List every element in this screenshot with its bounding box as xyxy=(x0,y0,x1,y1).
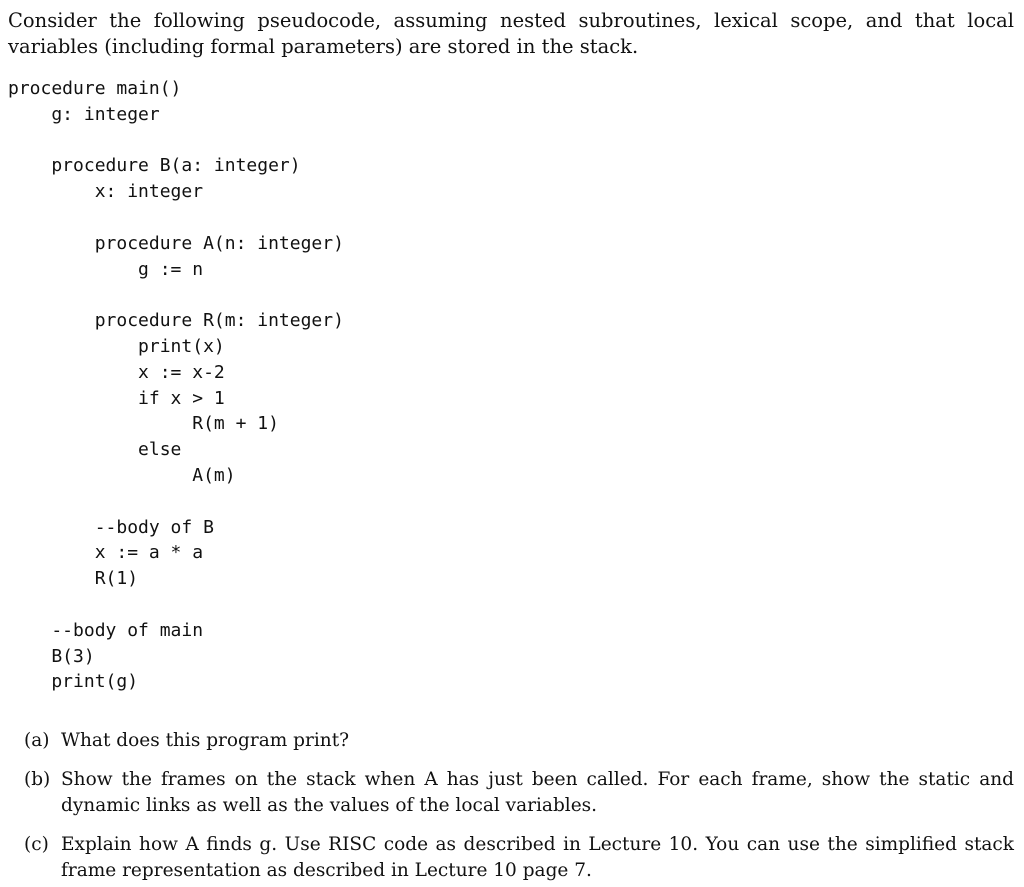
code-line: procedure B(a: integer) xyxy=(8,155,301,177)
code-line: A(m) xyxy=(8,464,236,486)
question-c xyxy=(24,832,1014,884)
question-text: Explain how A finds g. Use RISC code as described in Lecture 10. You can use the simplified stack frame representation as described in Lecture 10 page 7. xyxy=(61,834,1014,881)
code-line: B(3) xyxy=(8,645,95,667)
code-line xyxy=(8,128,344,154)
code-line: R(1) xyxy=(8,568,139,590)
question-label: (b) xyxy=(24,769,51,790)
code-line xyxy=(8,489,344,515)
code-line: x := x-2 xyxy=(8,361,225,383)
code-line: x := a * a xyxy=(8,542,204,564)
code-line: --body of main xyxy=(8,619,204,641)
code-line: g: integer xyxy=(8,103,160,125)
code-line: else xyxy=(8,439,182,461)
code-line: print(x) xyxy=(8,335,225,357)
code-line xyxy=(8,205,344,231)
question-text: Show the frames on the stack when A has just been called. For each frame, show the static and dynamic links as well as the values of the local variables. xyxy=(61,769,1014,816)
question-a xyxy=(24,728,1014,754)
question-list xyxy=(24,728,1014,884)
question-label: (c) xyxy=(24,834,49,855)
code-line: if x > 1 xyxy=(8,387,225,409)
code-line: x: integer xyxy=(8,181,204,203)
code-line: g := n xyxy=(8,258,204,280)
code-line: procedure A(n: integer) xyxy=(8,232,344,254)
pseudocode-block xyxy=(8,76,344,695)
code-line: --body of B xyxy=(8,516,214,538)
question-label: (a) xyxy=(24,730,50,751)
question-b xyxy=(24,767,1014,819)
code-line xyxy=(8,592,344,618)
intro-paragraph: Consider the following pseudocode, assuming nested subroutines, lexical scope, and that local variables (including formal parameters) are stored in the stack. xyxy=(8,9,1014,58)
code-line: R(m + 1) xyxy=(8,413,279,435)
code-line: procedure main() xyxy=(8,78,182,99)
question-text: What does this program print? xyxy=(61,730,350,751)
code-line xyxy=(8,282,344,308)
code-line: print(g) xyxy=(8,671,139,693)
code-line: procedure R(m: integer) xyxy=(8,310,344,332)
